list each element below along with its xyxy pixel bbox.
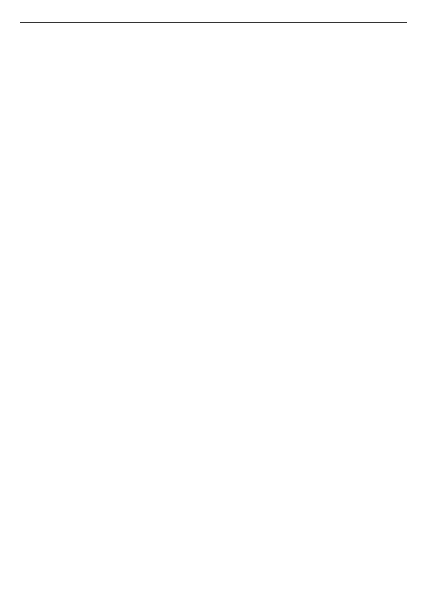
figure-12 [0,0,427,210]
